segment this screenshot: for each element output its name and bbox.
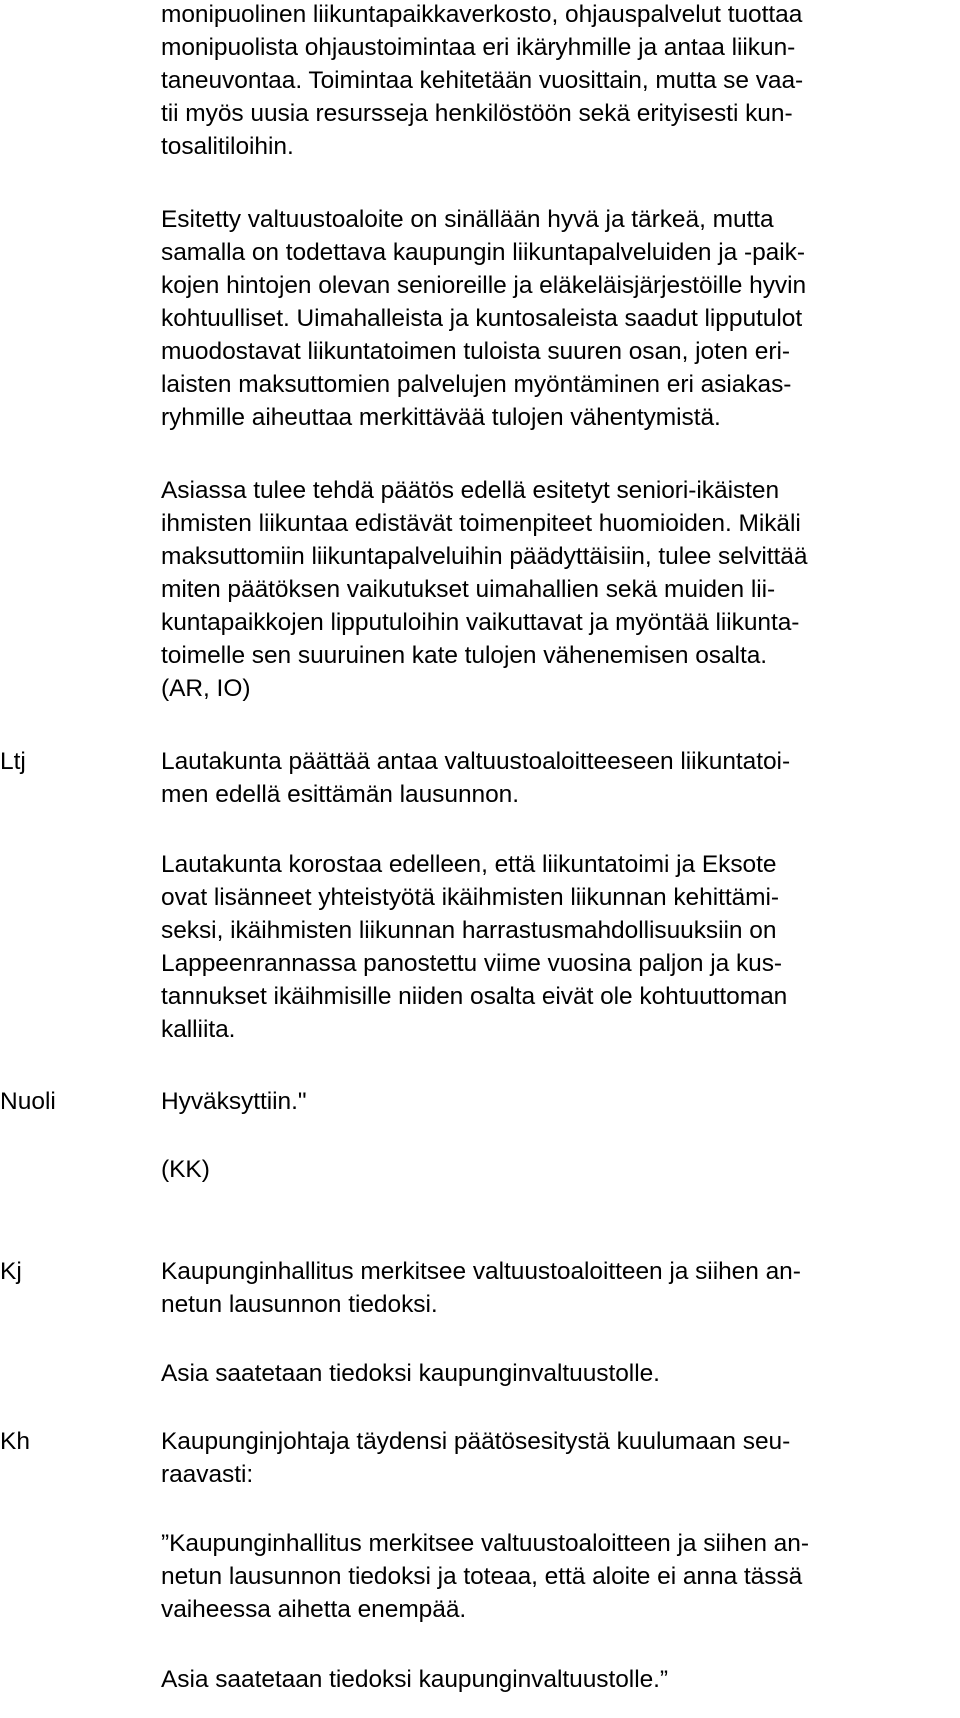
text-line: kalliita.: [161, 1016, 236, 1043]
body-paragraph: [161, 848, 951, 1046]
body-paragraph: [161, 1527, 951, 1626]
text-line: miten päätöksen vaikutukset uimahallien sekä muiden lii-: [161, 576, 776, 603]
text-line: Lautakunta päättää antaa valtuustoaloitteeseen liikuntatoi-: [161, 748, 791, 775]
text-line: Kaupunginhallitus merkitsee valtuustoaloitteen ja siihen an-: [161, 1258, 801, 1285]
text-line: muodostavat liikuntatoimen tuloista suuren osan, joten eri-: [161, 338, 790, 365]
text-line: Esitetty valtuustoaloite on sinällään hyvä ja tärkeä, mutta: [161, 206, 774, 233]
text-line: Asia saatetaan tiedoksi kaupunginvaltuustolle.”: [161, 1666, 669, 1693]
text-line: tannukset ikäihmisille niiden osalta eivät ole kohtuuttoman: [161, 983, 788, 1010]
text-line: (AR, IO): [161, 675, 251, 702]
body-paragraph: [161, 203, 951, 434]
body-paragraph: [161, 1357, 951, 1390]
text-line: laisten maksuttomien palvelujen myöntäminen eri asiakas-: [161, 371, 792, 398]
text-line: ihmisten liikuntaa edistävät toimenpiteet huomioiden. Mikäli: [161, 510, 801, 537]
text-line: Asia saatetaan tiedoksi kaupunginvaltuustolle.: [161, 1360, 660, 1387]
text-line: toimelle sen suuruinen kate tulojen vähenemisen osalta.: [161, 642, 768, 669]
text-line: ryhmille aiheuttaa merkittävää tulojen vähentymistä.: [161, 404, 721, 431]
text-line: tosalitiloihin.: [161, 133, 294, 160]
text-line: maksuttomiin liikuntapalveluihin päädyttäisiin, tulee selvittää: [161, 543, 808, 570]
text-line: Hyväksyttiin.": [161, 1088, 307, 1115]
text-line: vaiheessa aihetta enempää.: [161, 1596, 467, 1623]
text-line: Kaupunginjohtaja täydensi päätösesitystä kuulumaan seu-: [161, 1428, 791, 1455]
section-label-nuoli: Nuoli: [0, 1088, 56, 1115]
body-paragraph: [161, 0, 951, 163]
text-line: Lappeenrannassa panostettu viime vuosina paljon ja kus-: [161, 950, 783, 977]
text-line: men edellä esittämän lausunnon.: [161, 781, 520, 808]
text-line: seksi, ikäihmisten liikunnan harrastusmahdollisuuksiin on: [161, 917, 777, 944]
text-line: kuntapaikkojen lipputuloihin vaikuttavat ja myöntää liikunta-: [161, 609, 800, 636]
text-line: tii myös uusia resursseja henkilöstöön sekä erityisesti kun-: [161, 100, 793, 127]
text-line: kojen hintojen olevan senioreille ja eläkeläisjärjestöille hyvin: [161, 272, 807, 299]
text-line: ”Kaupunginhallitus merkitsee valtuustoaloitteen ja siihen an-: [161, 1530, 809, 1557]
text-line: taneuvontaa. Toimintaa kehitetään vuosittain, mutta se vaa-: [161, 67, 804, 94]
body-paragraph: [161, 1425, 951, 1491]
body-paragraph: [161, 474, 951, 705]
body-paragraph: [161, 1153, 951, 1186]
body-paragraph: [161, 1255, 951, 1321]
section-label-kj: Kj: [0, 1258, 22, 1285]
body-paragraph: [161, 745, 951, 811]
text-line: monipuolinen liikuntapaikkaverkosto, ohjauspalvelut tuottaa: [161, 1, 803, 28]
text-line: netun lausunnon tiedoksi ja toteaa, että aloite ei anna tässä: [161, 1563, 803, 1590]
body-paragraph: [161, 1085, 951, 1118]
text-line: kohtuulliset. Uimahalleista ja kuntosaleista saadut lipputulot: [161, 305, 803, 332]
body-paragraph: [161, 1663, 951, 1696]
text-line: ovat lisänneet yhteistyötä ikäihmisten liikunnan kehittämi-: [161, 884, 780, 911]
text-line: samalla on todettava kaupungin liikuntapalveluiden ja -paik-: [161, 239, 805, 266]
text-line: (KK): [161, 1156, 210, 1183]
text-line: monipuolista ohjaustoimintaa eri ikäryhmille ja antaa liikun-: [161, 34, 796, 61]
text-line: raavasti:: [161, 1461, 254, 1488]
text-line: netun lausunnon tiedoksi.: [161, 1291, 438, 1318]
text-line: Asiassa tulee tehdä päätös edellä esitetyt seniori-ikäisten: [161, 477, 780, 504]
section-label-ltj: Ltj: [0, 748, 26, 775]
section-label-kh: Kh: [0, 1428, 30, 1455]
text-line: Lautakunta korostaa edelleen, että liikuntatoimi ja Eksote: [161, 851, 777, 878]
